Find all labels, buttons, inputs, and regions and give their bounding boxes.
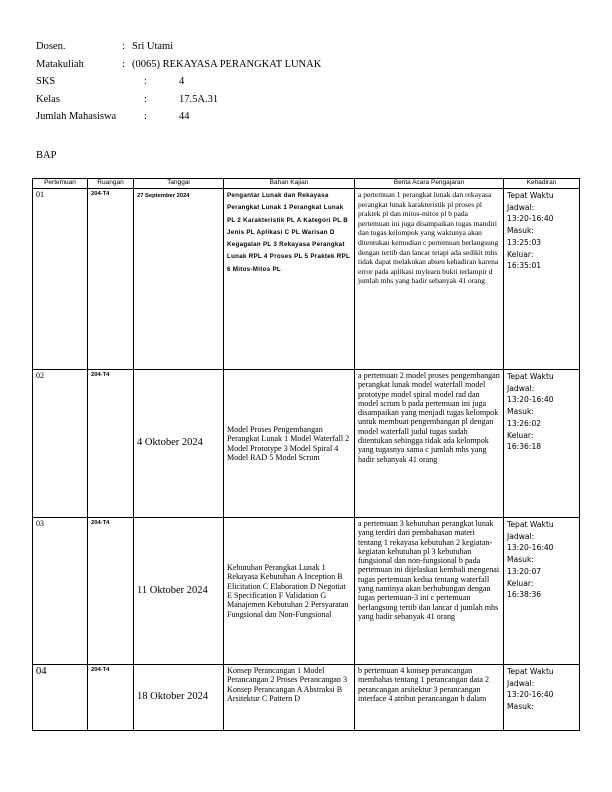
header-pertemuan: Pertemuan	[33, 179, 88, 189]
header-berita-acara: Berita Acara Pengajaran	[355, 179, 504, 189]
info-jumlah-value: 44	[179, 111, 190, 122]
kehadiran-masuk-label: Masuk:	[507, 407, 534, 417]
kehadiran-masuk-label: Masuk:	[507, 702, 534, 712]
kehadiran-jadwal-label: Jadwal:	[507, 202, 535, 212]
header-ruangan: Ruangan	[88, 179, 134, 189]
kehadiran-masuk-label: Masuk:	[507, 226, 534, 236]
cell-pertemuan: 01	[33, 189, 88, 370]
kehadiran-jadwal-value: 13:20-16:40	[507, 690, 554, 700]
kehadiran-masuk-value: 13:26:02	[507, 418, 542, 428]
kehadiran-status: Tepat Waktu	[507, 191, 554, 200]
info-jumlah-sep: :	[144, 111, 147, 122]
kehadiran-jadwal-label: Jadwal:	[507, 678, 535, 688]
info-dosen-sep: :	[122, 41, 125, 52]
table-row	[33, 189, 580, 370]
cell-kehadiran	[504, 189, 580, 370]
cell-berita-acara: a pertemuan 1 perangkat lunak dan rekayasa perangkat lunak karakteristik pl proses pl praktek pl dan mitos-mitos pl b pada pertemuan ini juga disampaikan tugas mandiri dan tugas kelompok yang waktunya akan ditentukan kemudian c pertemuan berlangsung dengan tertib dan lancar tetapi ada sedikit mhs tidak dapat melakukan absen kehadiran karena error pada aplikasi mylearn bukti terlampir d jumlah mhs yang hadir sebanyak 41 orang	[355, 189, 504, 370]
table-header-row	[33, 179, 580, 189]
cell-pertemuan: 04	[33, 665, 88, 731]
kehadiran-keluar-value: 16:36:18	[507, 442, 542, 452]
cell-ruangan: 204-T4	[88, 370, 134, 518]
kehadiran-keluar-value: 16:38:36	[507, 590, 542, 600]
info-dosen-value: Sri Utami	[132, 41, 174, 52]
kehadiran-keluar-label: Keluar:	[507, 249, 534, 259]
cell-tanggal: 18 Oktober 2024	[134, 665, 224, 731]
info-kelas-value: 17.5A.31	[179, 93, 219, 105]
header-tanggal: Tanggal	[134, 179, 224, 189]
kehadiran-status: Tepat Waktu	[507, 520, 554, 529]
cell-bahan-kajian: Konsep Perancangan 1 Model Perancangan 2 Proses Perancangan 3 Konsep Perancangan A Abstraksi B Arsitektur C Pattern D	[224, 665, 355, 731]
info-sks-value: 4	[179, 76, 185, 87]
info-matakuliah-sep: :	[122, 58, 125, 70]
cell-kehadiran	[504, 370, 580, 518]
info-sks-sep: :	[144, 76, 147, 87]
section-title: BAP	[36, 150, 57, 161]
kehadiran-masuk-value: 13:20:07	[507, 566, 542, 576]
cell-pertemuan: 03	[33, 518, 88, 665]
info-kelas-label: Kelas	[36, 93, 60, 105]
info-matakuliah-label: Matakuliah	[36, 58, 84, 70]
info-dosen-label: Dosen.	[36, 41, 66, 52]
cell-tanggal: 27 September 2024	[134, 189, 224, 370]
bap-table	[32, 178, 580, 731]
table-row	[33, 518, 580, 665]
cell-kehadiran	[504, 665, 580, 731]
info-kelas-sep: :	[144, 93, 147, 105]
kehadiran-jadwal-value: 13:20-16:40	[507, 395, 554, 405]
kehadiran-status: Tepat Waktu	[507, 372, 554, 381]
kehadiran-keluar-value: 16:35:01	[507, 261, 542, 271]
table-row	[33, 370, 580, 518]
kehadiran-masuk-label: Masuk:	[507, 555, 534, 565]
cell-berita-acara: a pertemuan 3 kebutuhan perangkat lunak yang terdiri dari pembahasan materi tentang 1 rekayasa kebutuhan 2 kegiatan-kegiatan kebutuhan pl 3 kebutuhan fungsional dan non-fungsional b pada pertemuan ini dijelaskan kembali mengenai tugas pertemuan kedua tentang waterfall yang nantinya akan berhubungan dengan tugas pertemuan-3 ini c pertemuan berlangsung tertib dan lancar d jumlah mhs yang hadir sebanyak 41 orang	[355, 518, 504, 665]
cell-bahan-kajian: Model Proses Pengembangan Perangkat Lunak 1 Model Waterfall 2 Model Prototype 3 Model Spiral 4 Model RAD 5 Model Scrum	[224, 370, 355, 518]
cell-ruangan: 204-T4	[88, 189, 134, 370]
kehadiran-keluar-label: Keluar:	[507, 578, 534, 588]
header-bahan-kajian: Bahan Kajian	[224, 179, 355, 189]
cell-berita-acara: b pertemuan 4 konsep perancangan membahas tentang 1 perancangan data 2 perancangan arsitektur 3 perancangan interface 4 atribut perancangan b dalam	[355, 665, 504, 731]
header-kehadiran: Kehadiran	[504, 179, 580, 189]
info-sks-label: SKS	[36, 76, 56, 87]
info-matakuliah-value: (0065) REKAYASA PERANGKAT LUNAK	[132, 58, 322, 70]
kehadiran-jadwal-label: Jadwal:	[507, 531, 535, 541]
cell-bahan-kajian: Pengantar Lunak dan Rekayasa Perangkat Lunak 1 Perangkat Lunak PL 2 Karakteristik PL A Kategori PL B Jenis PL Aplikasi C PL Warisan D Kegagalan PL 3 Rekayasa Perangkat Lunak RPL 4 Proses PL 5 Praktek RPL 6 Mitos-Mitos PL	[224, 189, 355, 370]
kehadiran-jadwal-label: Jadwal:	[507, 383, 535, 393]
kehadiran-jadwal-value: 13:20-16:40	[507, 214, 554, 224]
cell-tanggal: 11 Oktober 2024	[134, 518, 224, 665]
cell-tanggal: 4 Oktober 2024	[134, 370, 224, 518]
cell-bahan-kajian: Kebutuhan Perangkat Lunak 1 Rekayasa Kebutuhan A Inception B Elicitation C Elaboration D Negotiat E Specification F Validation G Manajemen Kebutuhan 2 Persyaratan Fungsional dan Non-Fungsional	[224, 518, 355, 665]
cell-pertemuan: 02	[33, 370, 88, 518]
cell-berita-acara: a pertemuan 2 model proses pengembangan perangkat lunak model waterfall model prototype model spiral model rad dan model scrum b pada pertemuan ini juga disampaikan yang menjadi tugas kelompok untuk membuat pengembangan pl dengan model waterfall judul tugas sudah ditentukan sehingga tidak ada kelompok yang tugasnya sama c jumlah mhs yang hadir sebanyak 41 orang	[355, 370, 504, 518]
table-row	[33, 665, 580, 731]
kehadiran-masuk-value: 13:25:03	[507, 237, 542, 247]
info-jumlah-label: Jumlah Mahasiswa	[36, 111, 117, 122]
kehadiran-jadwal-value: 13:20-16:40	[507, 543, 554, 553]
cell-ruangan: 204-T4	[88, 665, 134, 731]
kehadiran-keluar-label: Keluar:	[507, 430, 534, 440]
cell-ruangan: 204-T4	[88, 518, 134, 665]
cell-kehadiran	[504, 518, 580, 665]
kehadiran-status: Tepat Waktu	[507, 667, 554, 676]
